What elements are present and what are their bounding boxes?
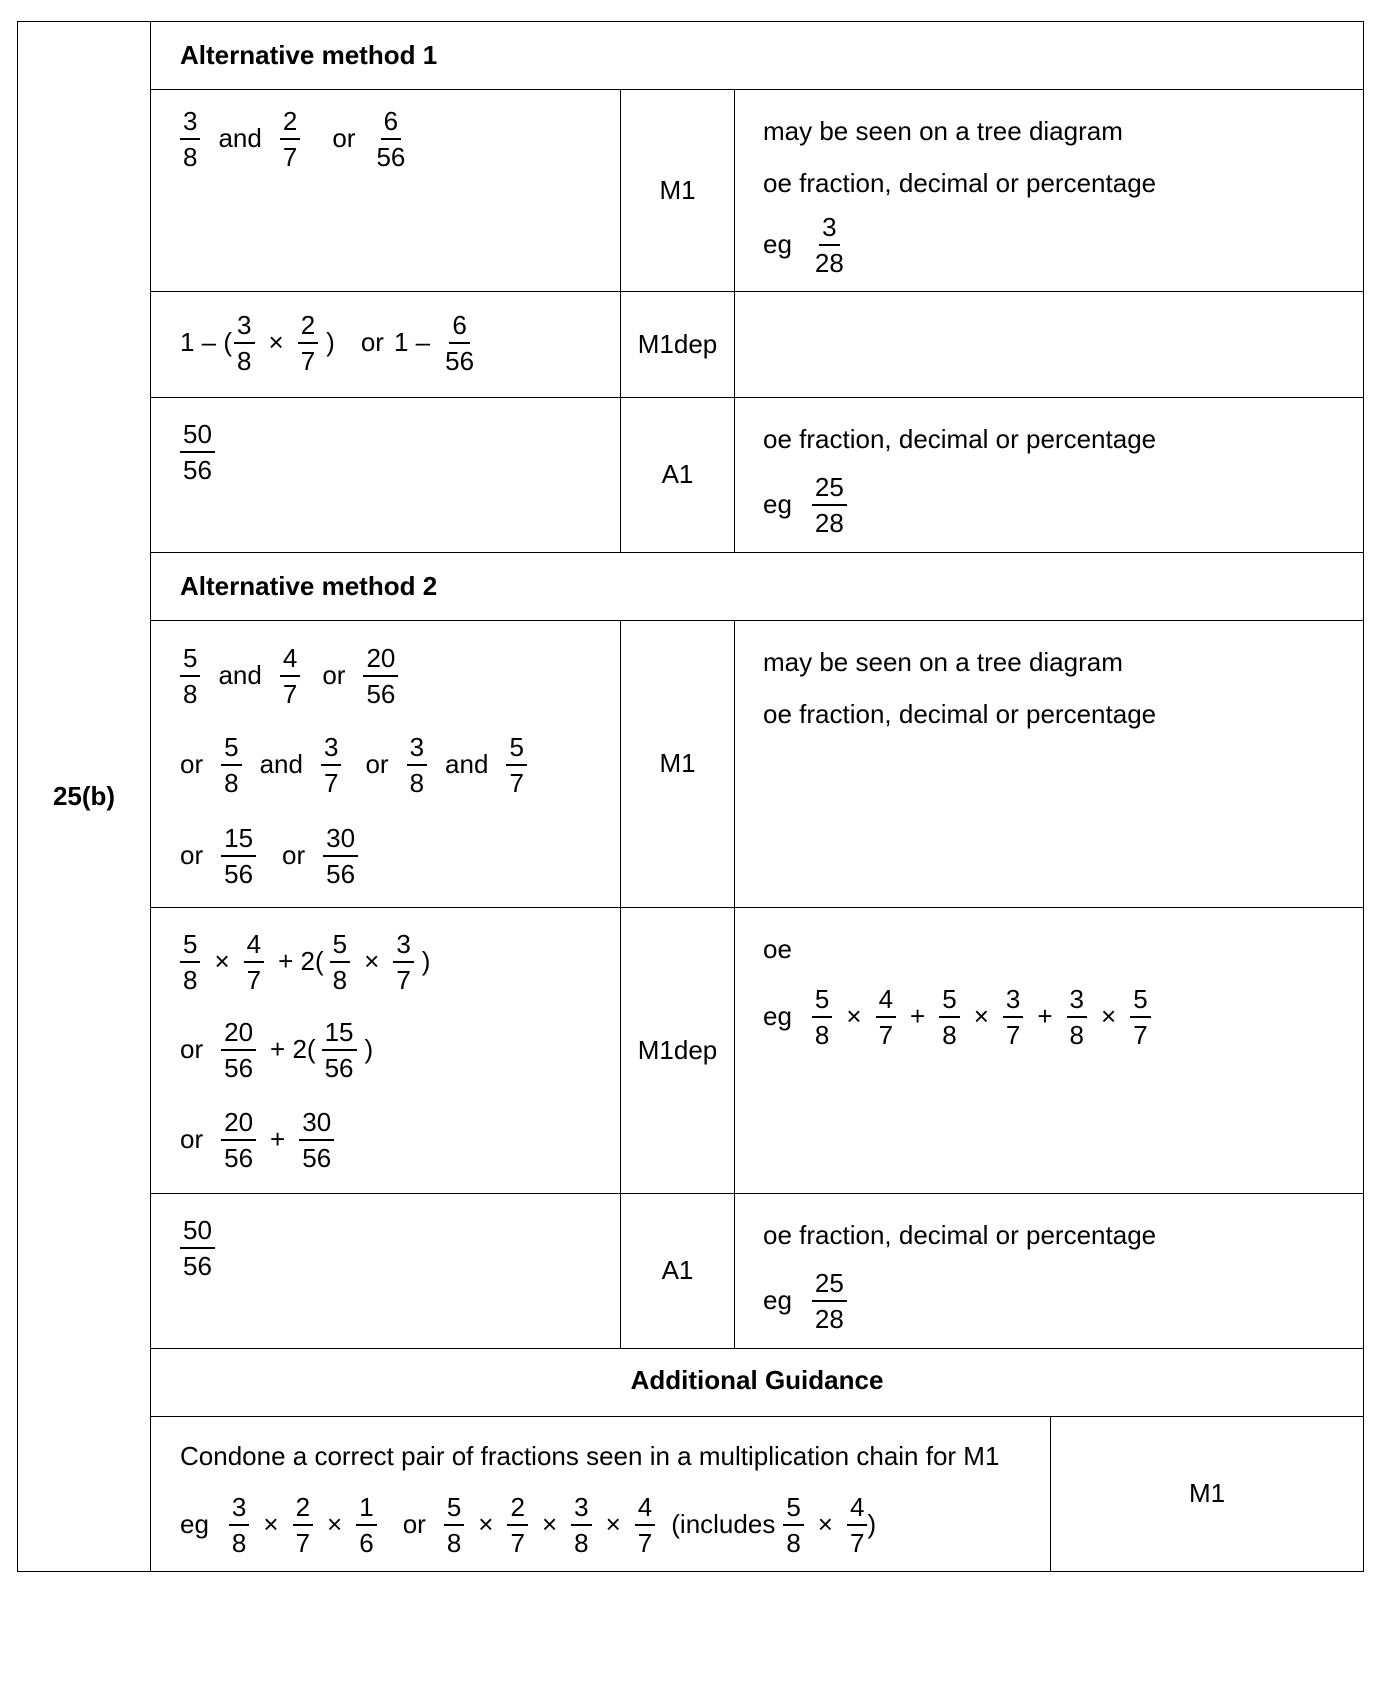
expr-text: ) <box>364 1034 374 1065</box>
mark-cell: A1 <box>621 398 735 553</box>
question-number: 25(b) <box>18 22 151 1572</box>
working-cell <box>151 1194 621 1349</box>
expr-text: 1 – <box>393 327 431 358</box>
word-or: or <box>180 840 204 871</box>
fraction: $\frac{2}{7}$ <box>507 1494 527 1556</box>
fraction: $\frac{2}{7}$ <box>280 108 300 170</box>
expr-text: ) <box>867 1509 877 1540</box>
times-sign: × <box>846 1001 862 1032</box>
fraction: $\frac{2}{7}$ <box>298 312 318 374</box>
fraction: $\frac{6}{56}$ <box>376 106 406 172</box>
fraction: $\frac{5}{8}$ <box>221 734 241 796</box>
times-sign: × <box>1101 1001 1117 1032</box>
word-or: or <box>180 749 204 780</box>
word-and: and <box>259 749 303 780</box>
fraction: $\frac{5}{8}$ <box>180 645 200 707</box>
comment-cell <box>735 908 1364 1194</box>
times-sign: × <box>214 946 230 977</box>
working-cell <box>151 621 621 908</box>
fraction: $\frac{3}{8}$ <box>571 1494 591 1556</box>
comment-text: may be seen on a tree diagram <box>763 647 1123 678</box>
working-cell <box>151 90 621 292</box>
comment-cell <box>735 1194 1364 1349</box>
fraction: $\frac{5}{8}$ <box>444 1494 464 1556</box>
comment-text: oe fraction, decimal or percentage <box>763 699 1157 730</box>
comment-cell <box>735 398 1364 553</box>
fraction: $\frac{30}{56}$ <box>323 825 358 887</box>
plus-sign: + <box>1037 1001 1053 1032</box>
fraction: $\frac{25}{28}$ <box>812 474 847 536</box>
comment-cell <box>735 621 1364 908</box>
fraction: $\frac{20}{56}$ <box>221 1019 256 1081</box>
times-sign: × <box>364 946 380 977</box>
plus-sign: + <box>910 1001 926 1032</box>
fraction: $\frac{2}{7}$ <box>293 1494 313 1556</box>
mark-cell: M1 <box>621 90 735 292</box>
fraction: $\frac{4}{7}$ <box>876 986 896 1048</box>
fraction: $\frac{5}{7}$ <box>1130 986 1150 1048</box>
times-sign: × <box>478 1509 494 1540</box>
expr-text: (includes <box>671 1509 776 1540</box>
working-cell <box>151 292 621 398</box>
word-and: and <box>218 660 262 691</box>
word-or: or <box>180 1034 204 1065</box>
times-sign: × <box>327 1509 343 1540</box>
additional-guidance-heading: Additional Guidance <box>151 1349 1364 1417</box>
fraction: $\frac{4}{7}$ <box>847 1494 867 1556</box>
fraction: $\frac{3}{8}$ <box>229 1494 249 1556</box>
eg-label: eg <box>763 1285 792 1316</box>
eg-label: eg <box>763 1001 792 1032</box>
fraction: $\frac{30}{56}$ <box>299 1109 334 1171</box>
fraction: $\frac{20}{56}$ <box>363 645 398 707</box>
fraction: $\frac{5}{8}$ <box>330 931 350 993</box>
fraction: $\frac{3}{7}$ <box>393 931 413 993</box>
fraction: $\frac{5}{8}$ <box>812 986 832 1048</box>
fraction: $\frac{5}{7}$ <box>506 734 526 796</box>
fraction: $\frac{3}{7}$ <box>1003 986 1023 1048</box>
fraction: $\frac{4}{7}$ <box>244 931 264 993</box>
comment-text: oe <box>763 934 792 965</box>
fraction: $\frac{50}{56}$ <box>180 1217 215 1279</box>
eg-label: eg <box>763 229 792 260</box>
fraction: $\frac{15}{56}$ <box>322 1019 357 1081</box>
fraction: $\frac{3}{8}$ <box>180 108 200 170</box>
working-cell <box>151 398 621 553</box>
word-or: or <box>360 327 384 358</box>
fraction: $\frac{50}{56}$ <box>180 421 215 483</box>
times-sign: × <box>973 1001 989 1032</box>
fraction: $\frac{6}{56}$ <box>445 310 475 376</box>
fraction: $\frac{3}{8}$ <box>1067 986 1087 1048</box>
eg-label: eg <box>180 1509 209 1540</box>
fraction: $\frac{3}{28}$ <box>814 212 844 278</box>
word-and: and <box>218 123 262 154</box>
comment-text: oe fraction, decimal or percentage <box>763 1220 1157 1251</box>
fraction: $\frac{3}{8}$ <box>407 734 427 796</box>
times-sign: × <box>605 1509 621 1540</box>
fraction: $\frac{15}{56}$ <box>221 825 256 887</box>
guidance-text: Condone a correct pair of fractions seen in a multiplication chain for M1 <box>180 1441 1000 1472</box>
guidance-text-cell <box>151 1417 1051 1572</box>
expr-text: ) <box>326 327 335 358</box>
plus-sign: + <box>270 1124 286 1155</box>
word-or: or <box>322 660 346 691</box>
fraction: $\frac{5}{8}$ <box>783 1494 803 1556</box>
expr-text: 1 – ( <box>180 327 233 358</box>
expr-text: ) <box>421 946 431 977</box>
mark-cell: M1dep <box>621 908 735 1194</box>
comment-cell <box>735 90 1364 292</box>
mark-cell: M1dep <box>621 292 735 398</box>
alt-method-1-heading: Alternative method 1 <box>151 22 1364 90</box>
word-or: or <box>180 1124 204 1155</box>
times-sign: × <box>817 1509 833 1540</box>
fraction: $\frac{3}{8}$ <box>234 312 254 374</box>
word-or: or <box>282 840 306 871</box>
expr-text: + 2( <box>270 1034 316 1065</box>
word-and: and <box>445 749 489 780</box>
word-or: or <box>332 123 356 154</box>
times-sign: × <box>268 327 284 358</box>
word-or: or <box>402 1509 426 1540</box>
mark-cell: A1 <box>621 1194 735 1349</box>
fraction: $\frac{4}{7}$ <box>635 1494 655 1556</box>
times-sign: × <box>541 1509 558 1540</box>
alt-method-2-heading: Alternative method 2 <box>151 553 1364 621</box>
times-sign: × <box>263 1509 279 1540</box>
comment-cell <box>735 292 1364 398</box>
mark-scheme-table <box>17 21 1364 1572</box>
fraction: $\frac{25}{28}$ <box>812 1270 847 1332</box>
fraction: $\frac{1}{6}$ <box>356 1494 376 1556</box>
fraction: $\frac{5}{8}$ <box>939 986 959 1048</box>
mark-cell: M1 <box>1051 1417 1364 1572</box>
comment-text: may be seen on a tree diagram <box>763 116 1123 147</box>
eg-label: eg <box>763 489 792 520</box>
fraction: $\frac{20}{56}$ <box>221 1109 256 1171</box>
expr-text: + 2( <box>278 946 324 977</box>
fraction: $\frac{5}{8}$ <box>180 931 200 993</box>
word-or: or <box>365 749 389 780</box>
comment-text: oe fraction, decimal or percentage <box>763 168 1157 199</box>
working-cell <box>151 908 621 1194</box>
fraction: $\frac{4}{7}$ <box>280 645 300 707</box>
comment-text: oe fraction, decimal or percentage <box>763 424 1157 455</box>
mark-cell: M1 <box>621 621 735 908</box>
fraction: $\frac{3}{7}$ <box>321 734 341 796</box>
